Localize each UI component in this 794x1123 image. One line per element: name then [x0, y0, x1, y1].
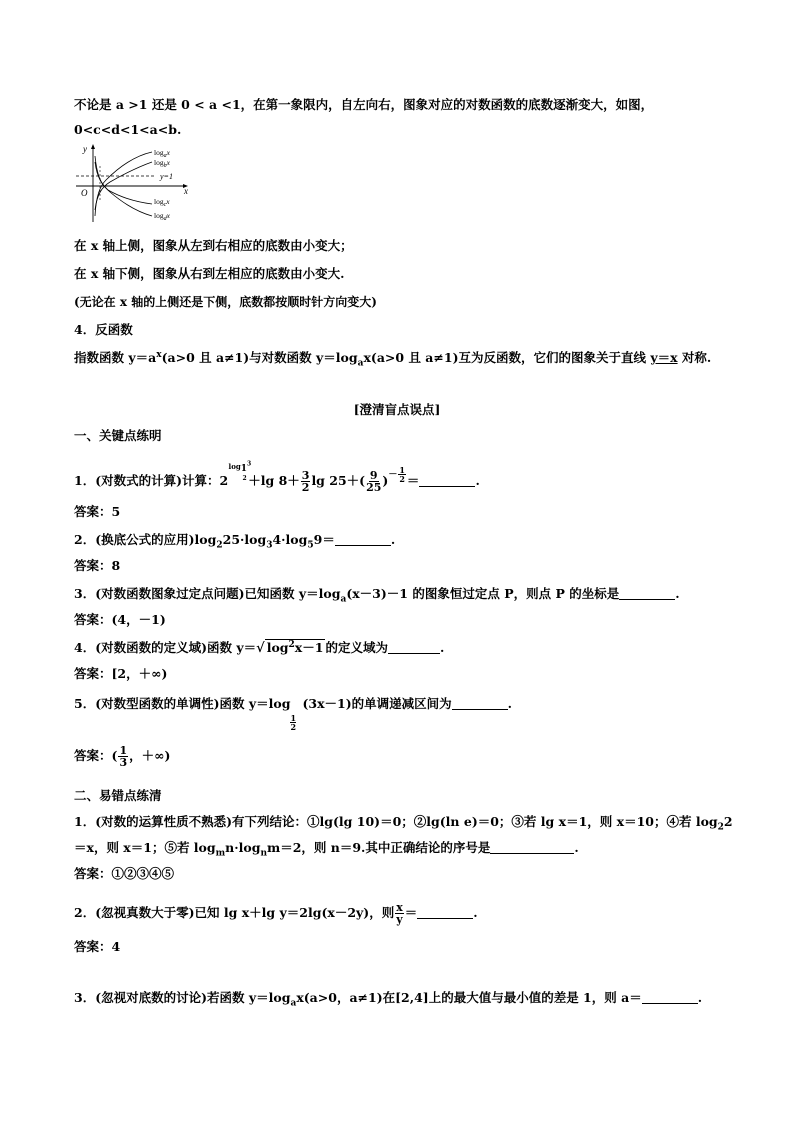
p2-question-1-line-1: 1．(对数的运算性质不熟悉)有下列结论：①lg(lg 10)＝0；②lg(ln e)＝0；③若 lg x＝1，则 x＝10；④若 $\log_22$ [74, 814, 733, 833]
section4-text: 指数函数 $y=a^x(a>0$ 且 a≠1)与对数函数 $y=\log_ax(a>0$ 且 a≠1)互为反函数，它们的图象关于直线 y＝x 对称. [74, 349, 712, 369]
blank-answer[interactable] [388, 641, 440, 654]
part2-heading: 二、易错点练清 [74, 788, 162, 803]
curve-log-c [95, 156, 152, 204]
line-y-eq-x: y＝x [650, 350, 678, 365]
p2-answer-2: 答案：4 [74, 939, 121, 954]
p1-answer-3: 答案：(4，－1) [74, 612, 166, 627]
blank-answer[interactable] [417, 906, 473, 919]
note-above: 在 x 轴上侧，图象从左到右相应的底数由小变大； [74, 238, 353, 253]
blank-answer[interactable] [335, 533, 391, 546]
p1-question-1: 1．(对数式的计算)计算：2 $\log_1^3$ 2 ＋lg 8＋ $\frac{3}{2}$ lg 25＋( $\frac{9}{25}$ )$^{- \frac{1}{2}}$ ＝ . [74, 460, 480, 494]
graph-curve-d-label: $\log_dx$ [154, 211, 170, 222]
block-title: [澄清盲点误点] [353, 402, 441, 417]
graph-origin-label: O [81, 188, 88, 198]
p1-question-4: 4．(对数函数的定义域)函数 y＝√ $\log^2x-1$ 的定义域为 . [74, 639, 445, 656]
graph-x-label: x [184, 186, 188, 196]
curve-log-a [95, 152, 152, 216]
p2-question-1-line-2: ＝x，则 x＝1；⑤若 $\log_mn\cdot\log_nm=2$，则 n＝9.其中正确结论的序号是 . [74, 840, 579, 859]
p2-answer-1: 答案：①②③④⑤ [74, 866, 175, 881]
y-axis-arrow [91, 144, 95, 149]
superscript-x: x [156, 349, 162, 360]
graph-curve-b-label: $\log_bx$ [154, 158, 170, 169]
p1-answer-1: 答案：5 [74, 504, 121, 519]
p1-answer-5: 答案：( $\frac{1}{3}$ ，＋∞) [74, 744, 171, 769]
graph-curve-c-label: $\log_cx$ [154, 197, 170, 208]
blank-answer[interactable] [490, 841, 574, 854]
p1-answer-2: 答案：8 [74, 558, 121, 573]
p1-question-2: 2．(换底公式的应用)$\log_225\cdot\log_34\cdot\log_59=$ . [74, 532, 396, 551]
p1-question-5: 5．(对数型函数的单调性)函数 y＝log 1 2 (3x－1)的单调递减区间为 . [74, 696, 513, 732]
p1-answer-4: 答案：[2，＋∞) [74, 666, 168, 681]
blank-answer[interactable] [419, 474, 475, 487]
blank-answer[interactable] [619, 587, 675, 600]
p1-question-3: 3．(对数函数图象过定点问题)已知函数 $y=\log_a(x-3)-1$ 的图象恒过定点 P，则点 P 的坐标是 . [74, 586, 680, 605]
log-function-graph [74, 142, 194, 224]
intro-line-1: 不论是 a >1 还是 0 < a <1，在第一象限内，自左向右，图象对应的对数函数的底数逐渐变大，如图， [74, 97, 654, 112]
note-paren: (无论在 x 轴的上侧还是下侧，底数都按顺时针方向变大) [74, 295, 377, 309]
note-below: 在 x 轴下侧，图象从右到左相应的底数由小变大. [74, 266, 345, 281]
part1-heading: 一、关键点练明 [74, 428, 162, 443]
graph-y-label: y [83, 144, 87, 154]
blank-answer[interactable] [642, 991, 698, 1004]
intro-line-2: 0<c<d<1<a<b. [74, 122, 182, 137]
curve-log-d [95, 162, 152, 216]
p2-question-3: 3．(忽视对底数的讨论)若函数 $y=\log_ax(a>0$，a≠1)在[2,4]上的最大值与最小值的差是 1，则 a＝ . [74, 990, 703, 1009]
graph-y1-label: y=1 [160, 172, 173, 181]
graph-curve-a-label: $\log_ax$ [154, 148, 170, 159]
p2-question-2: 2．(忽视真数大于零)已知 lg x＋lg y＝2lg(x－2y)，则 $\frac{x}{y}$ ＝ . [74, 901, 478, 926]
blank-answer[interactable] [452, 697, 508, 710]
section4-heading: 4．反函数 [74, 322, 133, 337]
